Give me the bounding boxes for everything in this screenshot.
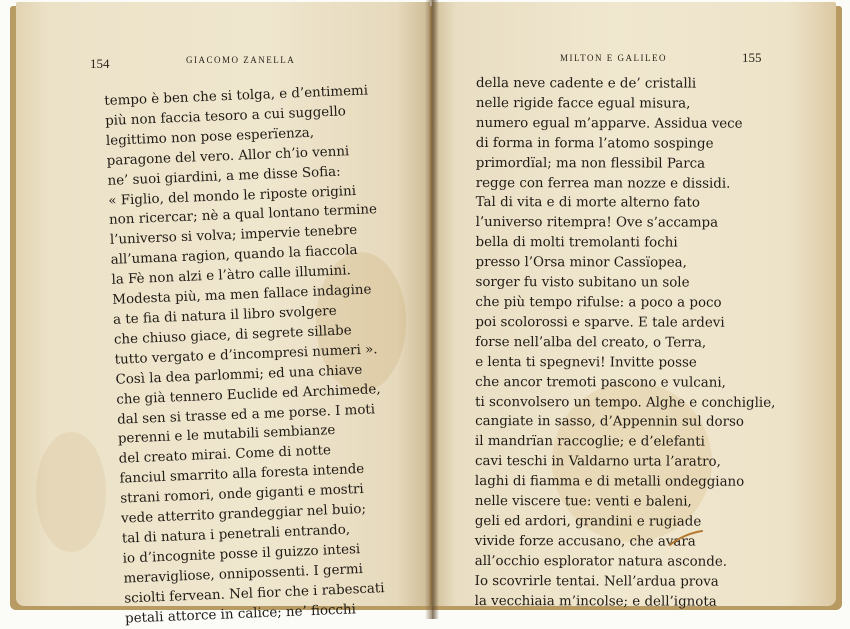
left-page-number: 154 xyxy=(90,56,110,71)
right-poem-text xyxy=(475,74,777,612)
poem-line: cangiate in sasso, d’Appennin sul dorso xyxy=(475,414,744,431)
poem-line: l’universo ritempra! Ove s’accampa xyxy=(475,215,719,231)
poem-line: geli ed ardori, grandini e rugiade xyxy=(474,513,702,530)
poem-line: dal sen si trasse ed a me porse. I moti xyxy=(116,401,376,428)
poem-line: più non faccia tesoro a cui suggello xyxy=(104,104,347,129)
poem-line: del creato mirai. Come di notte xyxy=(118,443,332,468)
poem-line: Così la dea parlommi; ed una chiave xyxy=(115,362,363,388)
poem-line: cavi teschi in Valdarno urta l’aratro, xyxy=(474,454,721,470)
poem-line: della neve cadente e de’ cristalli xyxy=(475,75,697,92)
poem-line: e lenta ti spegnevi! Invitte posse xyxy=(475,354,697,371)
poem-line: di forma in forma l’atomo sospinge xyxy=(475,135,714,152)
poem-line: io d’incognite posse il guizzo intesi xyxy=(122,541,361,567)
poem-line: sorger fu visto subitano un sole xyxy=(475,275,690,291)
poem-line: primordïal; ma non flessibil Parca xyxy=(475,155,706,172)
poem-line: vivide forze accusano, che avara xyxy=(474,533,696,550)
poem-line: petali attorce in calice; ne’ fiocchi xyxy=(124,601,357,627)
paper-stain xyxy=(36,432,106,552)
poem-line: tutto vergato e d’incompresi numeri ». xyxy=(114,342,378,368)
poem-line: paragone del vero. Allor ch’io venni xyxy=(106,143,350,169)
left-running-head: GIACOMO ZANELLA xyxy=(186,55,296,65)
poem-line: che già tennero Euclide ed Archimede, xyxy=(116,381,381,408)
poem-line: nelle rigide facce egual misura, xyxy=(475,95,691,112)
poem-line: tempo è ben che si tolga, e d’entimemi xyxy=(104,83,369,109)
poem-line: poi scolorossi e sparve. E tale ardevi xyxy=(475,314,725,331)
poem-line: nelle viscere tue: venti e baleni, xyxy=(474,494,692,510)
poem-line: non ricercar; nè a qual lontano termine xyxy=(108,202,378,229)
poem-line: legittimo non pose esperïenza, xyxy=(105,125,315,149)
poem-line: bella di molti tremolanti fochi xyxy=(475,235,678,251)
poem-line: tal di natura i penetrali entrando, xyxy=(121,522,351,547)
poem-line: il mandrïan raccoglie; e d’elefanti xyxy=(475,434,705,450)
poem-line: laghi di fiamma e di metalli ondeggiano xyxy=(474,474,745,490)
poem-line: che ancor tremoti pascono e vulcani, xyxy=(475,374,726,391)
poem-line: ne’ suoi giardini, a me disse Sofia: xyxy=(107,164,341,189)
poem-line: Io scovrirle tentai. Nell’ardua prova xyxy=(474,573,719,590)
poem-line: regge con ferrea man nozze e dissidi. xyxy=(475,175,731,192)
poem-line: presso l’Orsa minor Cassïopea, xyxy=(475,255,687,271)
book-gutter xyxy=(425,0,439,619)
left-poem-text xyxy=(104,81,393,629)
poem-line: la Fè non alzi e l’àtro calle illumini. xyxy=(111,263,352,288)
poem-line: all’umana ragion, quando la fiaccola xyxy=(110,243,358,269)
poem-line: fanciul smarrito alla foresta intende xyxy=(119,462,365,487)
poem-line: Modesta più, ma men fallace indagine xyxy=(112,282,372,308)
right-page xyxy=(432,2,836,610)
poem-line: che più tempo rifulse: a poco a poco xyxy=(475,294,722,311)
poem-line: ti sconvolsero un tempo. Alghe e conchiglie, xyxy=(475,394,776,411)
poem-line: numero egual m’apparve. Assidua vece xyxy=(475,115,743,132)
left-page xyxy=(16,2,430,627)
poem-line: vede atterrito grandeggiar nel buio; xyxy=(120,501,367,527)
poem-line: forse nell’alba del creato, o Terra, xyxy=(475,334,707,351)
pencil-mark-icon xyxy=(668,528,704,548)
poem-line: strani romori, onde giganti e mostri xyxy=(120,482,364,507)
poem-line: all’occhio esplorator natura asconde. xyxy=(474,553,728,570)
poem-line: che chiuso giace, di segrete sillabe xyxy=(113,323,352,348)
poem-line: l’universo si volva; impervie tenebre xyxy=(109,223,358,249)
poem-line: a te fia di natura il libro svolgere xyxy=(112,303,337,328)
right-running-head: MILTON E GALILEO xyxy=(560,53,667,63)
poem-line: la vecchiaia m’incolse; e dell’ignota xyxy=(474,593,717,610)
poem-line: sciolti fervean. Nel fior che i rabescati xyxy=(124,580,385,607)
right-page-number: 155 xyxy=(742,50,762,65)
poem-line: perenni e le mutabili sembianze xyxy=(117,423,336,448)
poem-line: « Figlio, del mondo le riposte origini xyxy=(108,183,357,209)
poem-line: Tal di vita e di morte alterno fato xyxy=(475,195,700,212)
poem-line: meravigliose, onnipossenti. I germi xyxy=(123,561,364,587)
